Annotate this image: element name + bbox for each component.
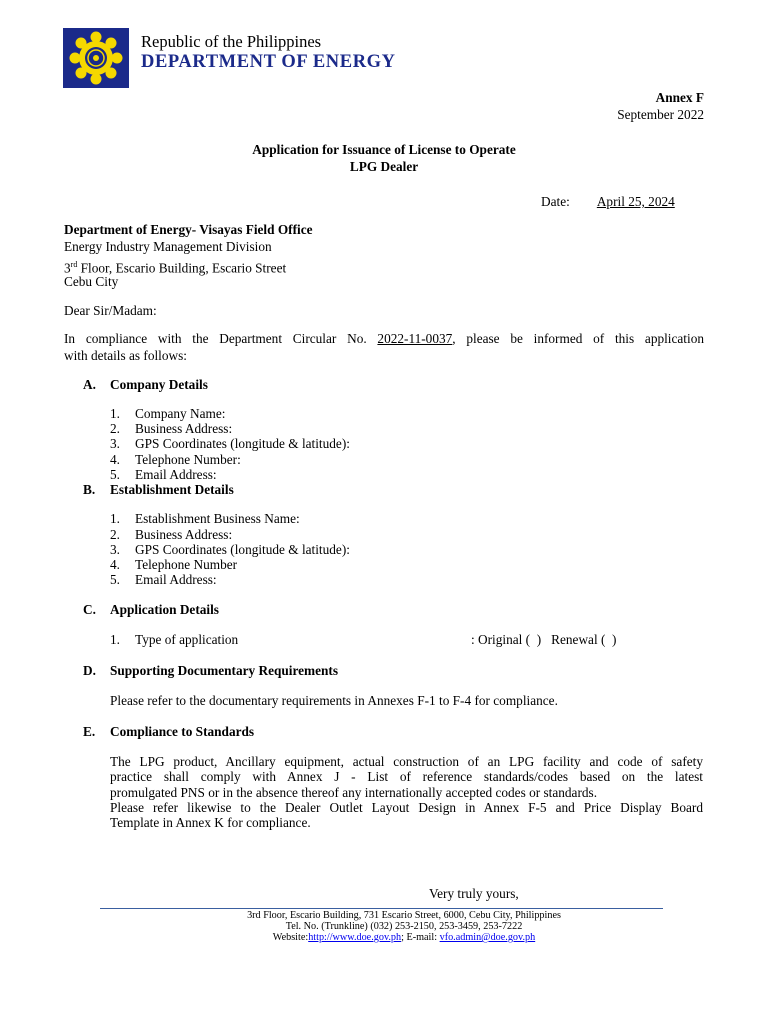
circular-number: 2022-11-0037: [377, 331, 453, 346]
website-link[interactable]: http://www.doe.gov.ph: [308, 932, 402, 943]
section-e-title: Compliance to Standards: [110, 724, 255, 739]
application-type-label: Type of application: [135, 632, 239, 647]
date-line: [541, 194, 702, 209]
section-c-title: Application Details: [110, 602, 219, 617]
section-e-line: promulgated PNS or in the absence thereof any internationally accepted codes or standards.: [110, 785, 598, 800]
list-item: Email Address:: [135, 467, 217, 482]
list-item: Telephone Number: [135, 557, 238, 572]
list-item: Company Name:: [135, 406, 226, 421]
footer-contact: Website:http://www.doe.gov.ph; E-mail: vfo.admin@doe.gov.ph: [272, 932, 536, 943]
doe-logo: [63, 28, 129, 88]
footer-address: 3rd Floor, Escario Building, 731 Escario Street, 6000, Cebu City, Philippines: [247, 910, 561, 921]
addressee-division: Energy Industry Management Division: [64, 239, 272, 254]
salutation: Dear Sir/Madam:: [64, 303, 157, 318]
annex-label: Annex F: [655, 90, 704, 105]
department-heading: DEPARTMENT OF ENERGY: [141, 52, 396, 72]
intro-line-1: In compliance with the Department Circular No. 2022-11-0037, please be informed of this application: [64, 331, 704, 346]
addressee-office: Department of Energy- Visayas Field Office: [64, 222, 313, 237]
document-title: Application for Issuance of License to Operate: [252, 142, 516, 157]
footer-telephone: Tel. No. (Trunkline) (032) 253-2150, 253-3459, 253-7222: [285, 921, 523, 932]
section-d-text: Please refer to the documentary requirements in Annexes F-1 to F-4 for compliance.: [110, 693, 558, 708]
section-b-title: Establishment Details: [110, 482, 234, 497]
intro-line-2: with details as follows:: [64, 348, 187, 363]
section-d-title: Supporting Documentary Requirements: [110, 663, 339, 678]
section-e-line: practice shall comply with Annex J - List of reference standards/codes based on the latest: [110, 769, 703, 784]
document-subtitle: LPG Dealer: [349, 159, 419, 174]
list-item: GPS Coordinates (longitude & latitude):: [135, 436, 350, 451]
list-item: Telephone Number:: [135, 452, 241, 467]
email-link[interactable]: vfo.admin@doe.gov.ph: [439, 932, 536, 943]
date-label: Date:: [541, 194, 570, 209]
list-item: Establishment Business Name:: [135, 511, 300, 526]
list-item: Business Address:: [135, 421, 233, 436]
section-e-line: The LPG product, Ancillary equipment, actual construction of an LPG facility and code of safety: [110, 754, 703, 769]
footer-rule: [100, 908, 663, 909]
republic-heading: Republic of the Philippines: [141, 32, 322, 51]
application-type-options: : Original ( ) Renewal ( ): [471, 632, 617, 647]
list-item: GPS Coordinates (longitude & latitude):: [135, 542, 350, 557]
addressee-street: 3rd Floor, Escario Building, Escario Street: [64, 260, 287, 276]
section-e-line: Template in Annex K for compliance.: [110, 815, 311, 830]
list-item: Business Address:: [135, 527, 233, 542]
list-item: Email Address:: [135, 572, 217, 587]
annex-date: September 2022: [617, 107, 704, 122]
section-e-line: Please refer likewise to the Dealer Outlet Layout Design in Annex F-5 and Price Display Board: [110, 800, 703, 815]
section-a-title: Company Details: [110, 377, 208, 392]
addressee-city: Cebu City: [64, 274, 119, 289]
closing: Very truly yours,: [429, 886, 519, 901]
date-value: April 25, 2024: [596, 194, 675, 209]
